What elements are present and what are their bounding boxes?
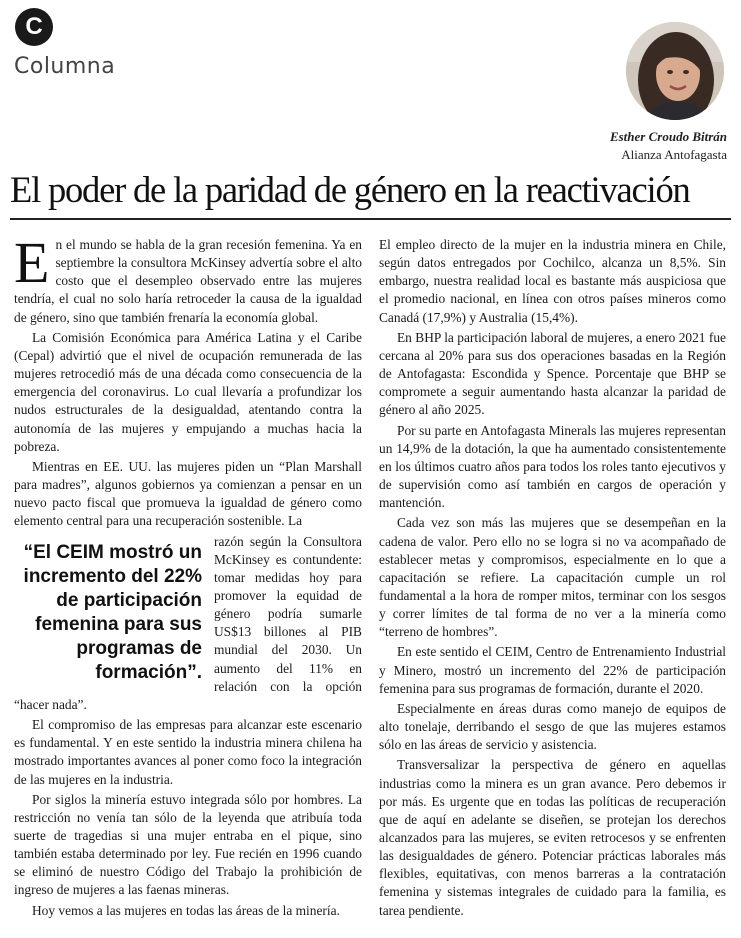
- paragraph-3a: Mientras en EE. UU. las mujeres piden un “Plan Marshall para madres”, algunos gobiernos ya comienzan a pensar en un nuevo pacto fiscal que promueva la igualdad de género como elemento central para una recuperación sostenible. La: [14, 458, 362, 529]
- left-column: [14, 230, 362, 922]
- column-logo-icon: C: [15, 8, 53, 46]
- paragraph-1: [14, 230, 362, 327]
- author-portrait: [626, 22, 724, 120]
- author-name: Esther Croudo Bitrán: [609, 129, 727, 144]
- paragraph-10: Cada vez son más las mujeres que se desempeñan en la cadena de valor. Pero ello no se logra si no va acompañado de establecer metas y compromisos, especialmente en lo que a capacitación se refiere. La capacitación cumple un rol fundamental a la hora de romper mitos, terminar con los sesgos y correr límites de tal forma de no ver a la minería como “terreno de hombres”.: [379, 515, 726, 640]
- paragraph-3b: razón según la Consultora McKinsey es contundente: tomar medidas hoy para promover la equidad de género podría sumarle US$13 billones al PIB mundial del 2030. Un aumento del 11% en relación con la opción “hacer nada”.: [14, 533, 362, 712]
- paragraph-11: En este sentido el CEIM, Centro de Entrenamiento Industrial y Minero, mostró un incremento del 22% de participación femenina para sus programas de formación, durante el 2020.: [379, 644, 726, 696]
- dropcap: E: [14, 230, 50, 295]
- paragraph-7: El empleo directo de la mujer en la industria minera en Chile, según datos entregados por Cochilco, alcanza un 8,5%. Sin embargo, nuestra realidad local es bastante más auspiciosa que el promedio nacional, en línea con otros países mineros como Canadá (17,9%) y Australia (15,4%).: [379, 237, 726, 325]
- author-photo-icon: [626, 22, 724, 120]
- right-column: [379, 236, 726, 922]
- paragraph-9: Por su parte en Antofagasta Minerals las mujeres representan un 14,9% de la dotación, la que ha aumentado consistentemente en los últimos cuatro años para todos los roles tanto ejecutivos y de supervisión como así también en cargos de operación y mantención.: [379, 422, 726, 511]
- paragraph-4: El compromiso de las empresas para alcanzar este escenario es fundamental. Y en este sentido la industria minera chilena ha mostrado importantes avances al poner como foco la integración de las mujeres en la industria.: [14, 717, 362, 787]
- paragraph-1-text: n el mundo se habla de la gran recesión femenina. Ya en septiembre la consultora McKinsey advertía sobre el alto costo que el desempleo observado entre las mujeres tendría, el cual no solo haría retroceder la causa de la igualdad de género, sino que también frenaría la economía global.: [14, 237, 362, 325]
- pull-quote: “El CEIM mostró un incremento del 22% de participación femenina para sus programas de formación”.: [23, 541, 202, 683]
- headline-divider: [10, 218, 731, 220]
- paragraph-5: Por siglos la minería estuvo integrada sólo por hombres. La restricción no venía tan sólo de la leyenda que atribuía toda suerte de tragedias si una mujer entraba en el pique, sino también estaba determinado por ley. Fue recién en 1996 cuando se eliminó de nuestro Código del Trabajo la prohibición de ingreso de mujeres a las faenas mineras.: [14, 791, 362, 898]
- paragraph-2: La Comisión Económica para América Latina y el Caribe (Cepal) advirtió que el nivel de ocupación remunerada de las mujeres retrocedió más de una década como consecuencia de la emergencia del coronavirus. Lo cual llevaría a profundizar los nudos estructurales de la desigualdad, atentando contra la autonomía de las mujeres y empujando a muchas hacia la pobreza.: [14, 329, 362, 454]
- paragraph-8: En BHP la participación laboral de mujeres, a enero 2021 fue cercana al 20% para sus dos operaciones basadas en la Región de Antofagasta: Escondida y Spence. Porcentaje que BHP se compromete a seguir aumentando hasta alcanzar la paridad de género al año 2025.: [379, 329, 726, 418]
- paragraph-12: Especialmente en áreas duras como manejo de equipos de alto tonelaje, derribando el sesgo de que las mujeres estamos sólo en las áreas de servicio y asistencia.: [379, 700, 726, 753]
- section-label: Columna: [14, 54, 116, 79]
- author-organization: Alianza Antofagasta: [621, 147, 727, 162]
- paragraph-13: Transversalizar la perspectiva de género en aquellas industrias como la minera es un gran avance. Pero debemos ir por más. Es urgente que en todas las políticas de recuperación que de aquí en adelante se diseñen, se protejan los derechos alcanzados para las mujeres, se eviten retrocesos y se enfrenten las desigualdades de género. Potenciar prácticas laborales más flexibles, equitativas, con menos barreras a la contratación femenina y sistemas integrales de cuidado para la familia, es tarea pendiente.: [379, 757, 726, 918]
- paragraph-6: Hoy vemos a las mujeres en todas las áreas de la minería.: [32, 902, 340, 918]
- article-headline: El poder de la paridad de género en la reactivación: [10, 169, 690, 210]
